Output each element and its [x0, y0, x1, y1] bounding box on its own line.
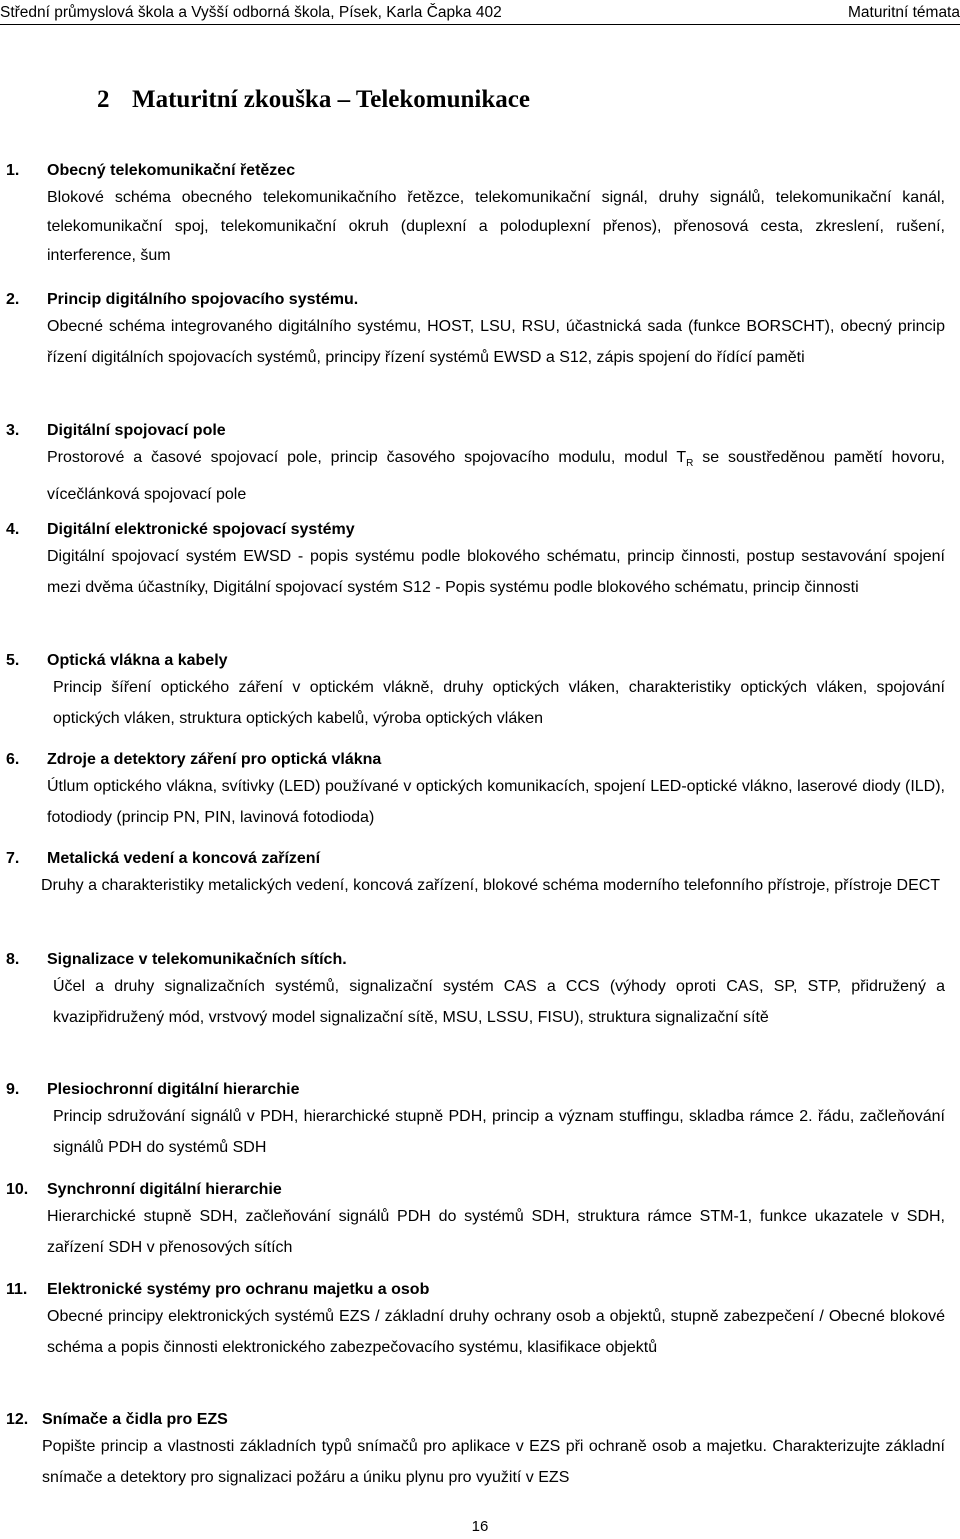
topic-body: Princip sdružování signálů v PDH, hierarchické stupně PDH, princip a význam stuffingu, skladba rámce 2. řádu, začleňování signálů PDH do systémů SDH: [53, 1108, 945, 1156]
topic-number: 12.: [6, 1411, 29, 1428]
topic-number: 11.: [6, 1281, 28, 1298]
topic-body: Útlum optického vlákna, svítivky (LED) používané v optických komunikacích, spojení LED-optické vlákno, laserové diody (ILD), fotodiody (princip PN, PIN, lavinová fotodioda): [47, 778, 945, 826]
topic-heading: Princip digitálního spojovacího systému.: [47, 291, 359, 308]
topic-body: Popište princip a vlastnosti základních typů snímačů pro aplikace v EZS při ochraně osob a majetku. Charakterizujte základní snímače a detektory pro signalizaci požáru a úniku plynu pro využití v EZS: [42, 1438, 945, 1486]
topic-heading: Signalizace v telekomunikačních sítích.: [47, 951, 347, 968]
topic-heading: Snímače a čidla pro EZS: [42, 1411, 228, 1428]
topic-heading: Elektronické systémy pro ochranu majetku a osob: [47, 1281, 430, 1298]
topic-number: 7.: [6, 850, 20, 867]
topic-number: 8.: [6, 951, 20, 968]
topic-body-text-continued: se soustředěnou pamětí hovoru, vícečlánková spojovací pole: [47, 449, 946, 503]
topic-number: 2.: [6, 291, 20, 308]
section-title: [97, 84, 530, 116]
topic-body: Účel a druhy signalizačních systémů, signalizační systém CAS a CCS (výhody oproti CAS, SP, STP, přidružený a kvazipřidružený mód, vrstvový model signalizační sítě, MSU, LSSU, FISU), struktura signalizační sítě: [53, 978, 945, 1026]
topic-number: 4.: [6, 521, 20, 538]
topic-number: 9.: [6, 1081, 20, 1098]
topic-heading: Plesiochronní digitální hierarchie: [47, 1081, 300, 1098]
page-number: 16: [471, 1518, 489, 1535]
header-label: Maturitní témata: [848, 4, 960, 21]
topic-number: 5.: [6, 652, 20, 669]
topic-heading: Metalická vedení a koncová zařízení: [47, 850, 321, 867]
topic-body: Obecné principy elektronických systémů EZS / základní druhy ochrany osob a objektů, stupně zabezpečení / Obecné blokové schéma a popis činnosti elektronického zabezpečovacího systému, klasifikace objektů: [47, 1308, 945, 1356]
topic-number: 6.: [6, 751, 20, 768]
topic-heading: Obecný telekomunikační řetězec: [47, 162, 296, 179]
topic-number: 3.: [6, 422, 20, 439]
subscript-r: R: [686, 458, 694, 470]
topic-body: Hierarchické stupně SDH, začleňování signálů PDH do systémů SDH, struktura rámce STM-1, funkce ukazatele v SDH, zařízení SDH v přenosových sítích: [47, 1208, 945, 1256]
section-title-text: Maturitní zkouška – Telekomunikace: [132, 86, 530, 113]
topic-body: Princip šíření optického záření v optickém vlákně, druhy optických vláken, charakteristiky optických vláken, spojování optických vláken, struktura optických kabelů, výroba optických vláken: [53, 679, 945, 727]
header-rule: [0, 24, 960, 25]
topic-body: Obecné schéma integrovaného digitálního systému, HOST, LSU, RSU, účastnická sada (funkce BORSCHT), obecný princip řízení digitálních spojovacích systémů, principy řízení systémů EWSD a S12, zápis spojení do řídící paměti: [47, 318, 945, 366]
topic-body: Druhy a charakteristiky metalických vedení, koncová zařízení, blokové schéma moderního telefonního přístroje, přístroje DECT: [41, 877, 941, 894]
topic-number: 10.: [6, 1181, 29, 1198]
school-name: Střední průmyslová škola a Vyšší odborná škola, Písek, Karla Čapka 402: [0, 4, 502, 21]
page-header: [0, 3, 960, 27]
topic-heading: Digitální spojovací pole: [47, 422, 226, 439]
topic-body: [47, 443, 945, 510]
topic-body: Blokové schéma obecného telekomunikačního řetězce, telekomunikační signál, druhy signálů, telekomunikační kanál, telekomunikační spoj, telekomunikační okruh (duplexní a poloduplexní přenos), přenosová cesta, zkreslení, rušení, interference, šum: [47, 189, 945, 264]
topic-body-text: Prostorové a časové spojovací pole, princip časového spojovacího modulu, modul T: [47, 449, 687, 466]
topic-heading: Optická vlákna a kabely: [47, 652, 228, 669]
topic-heading: Zdroje a detektory záření pro optická vlákna: [47, 751, 382, 768]
topic-number: 1.: [6, 162, 20, 179]
topic-heading: Digitální elektronické spojovací systémy: [47, 521, 355, 538]
topic-heading: Synchronní digitální hierarchie: [47, 1181, 282, 1198]
topic-body: Digitální spojovací systém EWSD - popis systému podle blokového schématu, princip činnosti, postup sestavování spojení mezi dvěma účastníky, Digitální spojovací systém S12 - Popis systému podle blokového schématu, princip činnosti: [47, 548, 945, 596]
section-number: 2: [97, 86, 110, 113]
